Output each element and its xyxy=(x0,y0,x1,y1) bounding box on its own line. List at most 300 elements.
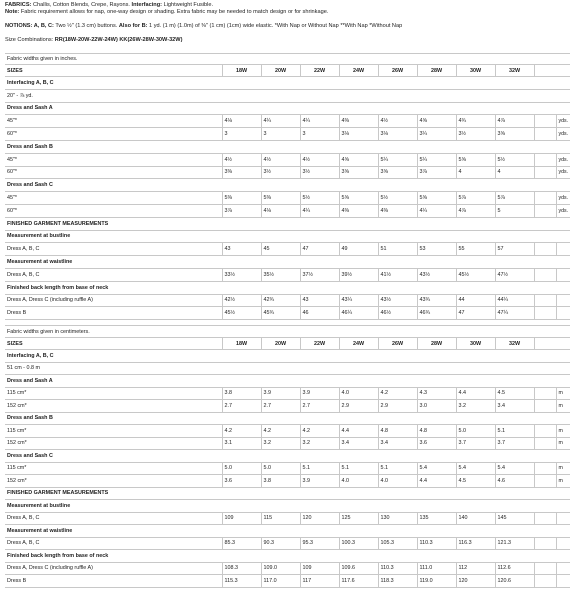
value-cell: 3.8 xyxy=(222,387,261,400)
unit-cell: yds. xyxy=(556,166,570,179)
value-cell: 4⅛ xyxy=(261,204,300,217)
row-label: 115 cm* xyxy=(5,462,222,475)
section-label: Interfacing A, B, C xyxy=(5,77,570,90)
value-cell: 4⅜ xyxy=(339,115,378,128)
value-cell: 3.4 xyxy=(495,400,534,413)
imperial-data-row xyxy=(5,115,570,128)
value-cell: 111.0 xyxy=(417,562,456,575)
value-cell: 120 xyxy=(456,575,495,588)
section-label: Measurement at waistline xyxy=(5,256,570,269)
metric-data-row xyxy=(5,437,570,450)
section-label: FINISHED GARMENT MEASUREMENTS xyxy=(5,217,570,230)
value-cell: 90.3 xyxy=(261,537,300,550)
value-cell: 117 xyxy=(300,575,339,588)
combos-label: Size Combinations: xyxy=(5,37,55,43)
spacer-cell xyxy=(534,512,556,525)
value-cell: 47¼ xyxy=(495,307,534,320)
value-cell: 4.0 xyxy=(339,387,378,400)
value-cell: 5½ xyxy=(378,192,417,205)
value-cell: 5¼ xyxy=(417,153,456,166)
unit-cell: m xyxy=(556,475,570,488)
section-label: Measurement at bustline xyxy=(5,500,570,513)
value-cell: 4¼ xyxy=(417,204,456,217)
plain-label: 51 cm - 0.8 m xyxy=(5,362,570,375)
value-cell: 3.7 xyxy=(456,437,495,450)
value-cell: 44 xyxy=(456,294,495,307)
metric-size-header: 18W xyxy=(222,338,261,350)
value-cell: 4 xyxy=(456,166,495,179)
section-label: Interfacing A, B, C xyxy=(5,350,570,363)
value-cell: 5⅝ xyxy=(339,192,378,205)
also-label: Also for B: xyxy=(118,23,148,29)
value-cell: 3.1 xyxy=(222,437,261,450)
value-cell: 4.4 xyxy=(456,387,495,400)
value-cell: 115 xyxy=(261,512,300,525)
imperial-data-row xyxy=(5,307,570,320)
row-label: 45"* xyxy=(5,153,222,166)
value-cell: 4⅜ xyxy=(378,204,417,217)
value-cell: 46¼ xyxy=(339,307,378,320)
section-label: Finished back length from base of neck xyxy=(5,550,570,563)
value-cell: 112 xyxy=(456,562,495,575)
imperial-data-row xyxy=(5,294,570,307)
metric-yardage-table xyxy=(5,325,570,588)
value-cell: 55 xyxy=(456,243,495,256)
spacer-cell xyxy=(534,294,556,307)
row-label: 152 cm* xyxy=(5,400,222,413)
fabric-info-header xyxy=(5,2,565,44)
metric-sizes-spacer xyxy=(534,338,556,350)
value-cell: 53 xyxy=(417,243,456,256)
imperial-section-header xyxy=(5,230,570,243)
value-cell: 135 xyxy=(417,512,456,525)
imperial-section-header xyxy=(5,256,570,269)
value-cell: 3.6 xyxy=(417,437,456,450)
spacer-cell xyxy=(534,115,556,128)
imperial-sizes-header-row xyxy=(5,65,570,77)
spacer-cell xyxy=(534,387,556,400)
unit-cell: yds. xyxy=(556,192,570,205)
value-cell: 3.4 xyxy=(339,437,378,450)
imperial-data-row xyxy=(5,204,570,217)
value-cell: 43½ xyxy=(378,294,417,307)
section-label: Dress and Sash C xyxy=(5,179,570,192)
value-cell: 37½ xyxy=(300,268,339,281)
value-cell: 4⅞ xyxy=(456,204,495,217)
unit-cell: m xyxy=(556,462,570,475)
imperial-data-row xyxy=(5,128,570,141)
value-cell: 2.7 xyxy=(300,400,339,413)
spacer-cell xyxy=(534,128,556,141)
spacer-cell xyxy=(534,166,556,179)
value-cell: 5.4 xyxy=(417,462,456,475)
value-cell: 5.1 xyxy=(339,462,378,475)
unit-cell: m xyxy=(556,400,570,413)
unit-cell: yds. xyxy=(556,153,570,166)
value-cell: 4.2 xyxy=(261,425,300,438)
unit-cell xyxy=(556,307,570,320)
value-cell: 2.7 xyxy=(261,400,300,413)
value-cell: 4⅛ xyxy=(222,115,261,128)
imperial-size-header: 32W xyxy=(495,65,534,77)
value-cell: 4.5 xyxy=(456,475,495,488)
unit-cell: yds. xyxy=(556,115,570,128)
row-label: Dress A, Dress C (including ruffle A) xyxy=(5,562,222,575)
value-cell: 5½ xyxy=(495,153,534,166)
imperial-plain-row xyxy=(5,89,570,102)
metric-data-row xyxy=(5,400,570,413)
imperial-data-row xyxy=(5,192,570,205)
notions-line xyxy=(5,23,565,30)
metric-section-header xyxy=(5,375,570,388)
value-cell: 120 xyxy=(300,512,339,525)
value-cell: 145 xyxy=(495,512,534,525)
value-cell: 5.1 xyxy=(495,425,534,438)
value-cell: 3⅝ xyxy=(378,166,417,179)
value-cell: 4½ xyxy=(378,115,417,128)
value-cell: 3⅜ xyxy=(222,166,261,179)
value-cell: 33½ xyxy=(222,268,261,281)
value-cell: 110.3 xyxy=(378,562,417,575)
value-cell: 108.3 xyxy=(222,562,261,575)
value-cell: 44¼ xyxy=(495,294,534,307)
row-label: 60"* xyxy=(5,128,222,141)
value-cell: 2.9 xyxy=(378,400,417,413)
imperial-note-row xyxy=(5,54,570,65)
metric-data-row xyxy=(5,387,570,400)
section-label: Dress and Sash B xyxy=(5,140,570,153)
value-cell: 51 xyxy=(378,243,417,256)
unit-cell xyxy=(556,562,570,575)
value-cell: 110.3 xyxy=(417,537,456,550)
value-cell: 4¼ xyxy=(300,115,339,128)
plain-label: 20" - ⅞ yd. xyxy=(5,89,570,102)
value-cell: 3 xyxy=(261,128,300,141)
unit-cell: m xyxy=(556,437,570,450)
value-cell: 45½ xyxy=(222,307,261,320)
value-cell: 3.6 xyxy=(222,475,261,488)
notions-text: Two ½" (1.3 cm) buttons. xyxy=(53,23,119,29)
metric-data-row xyxy=(5,512,570,525)
value-cell: 4¼ xyxy=(261,115,300,128)
also-text: 1 yd. (1 m) (1.0m) of ⅜" (1 cm) (1cm) wide elastic. *With Nap or Without Nap **With Nap *Without Nap xyxy=(147,23,403,29)
value-cell: 117.6 xyxy=(339,575,378,588)
value-cell: 46½ xyxy=(378,307,417,320)
value-cell: 3.7 xyxy=(495,437,534,450)
metric-sizes-label: SIZES xyxy=(5,338,222,350)
imperial-sizes-label: SIZES xyxy=(5,65,222,77)
value-cell: 5¼ xyxy=(378,153,417,166)
value-cell: 3.2 xyxy=(456,400,495,413)
notions-label: NOTIONS: A, B, C: xyxy=(5,23,54,29)
spacer-cell xyxy=(534,153,556,166)
metric-data-row xyxy=(5,462,570,475)
value-cell: 5.0 xyxy=(456,425,495,438)
section-label: FINISHED GARMENT MEASUREMENTS xyxy=(5,487,570,500)
value-cell: 3⅝ xyxy=(339,166,378,179)
value-cell: 43 xyxy=(300,294,339,307)
row-label: 115 cm* xyxy=(5,425,222,438)
row-label: 60"* xyxy=(5,204,222,217)
note-text: Fabric requirement allows for nap, one-way design or shading. Extra fabric may be needed to match design or for shrinkage. xyxy=(19,9,329,15)
value-cell: 4⅝ xyxy=(339,153,378,166)
row-label: 115 cm* xyxy=(5,387,222,400)
imperial-data-row xyxy=(5,268,570,281)
unit-cell: m xyxy=(556,425,570,438)
spacer-cell xyxy=(534,268,556,281)
metric-section-header xyxy=(5,525,570,538)
value-cell: 4.0 xyxy=(339,475,378,488)
value-cell: 35½ xyxy=(261,268,300,281)
value-cell: 46 xyxy=(300,307,339,320)
imperial-size-header: 28W xyxy=(417,65,456,77)
value-cell: 4½ xyxy=(300,153,339,166)
imperial-section-header xyxy=(5,77,570,90)
value-cell: 120.6 xyxy=(495,575,534,588)
imperial-section-header xyxy=(5,281,570,294)
imperial-size-header: 30W xyxy=(456,65,495,77)
value-cell: 85.3 xyxy=(222,537,261,550)
value-cell: 3⅛ xyxy=(339,128,378,141)
metric-size-header: 22W xyxy=(300,338,339,350)
imperial-size-header: 18W xyxy=(222,65,261,77)
value-cell: 5.4 xyxy=(456,462,495,475)
spacer-cell xyxy=(534,307,556,320)
value-cell: 4.5 xyxy=(495,387,534,400)
value-cell: 3⅝ xyxy=(495,128,534,141)
value-cell: 45¾ xyxy=(261,307,300,320)
value-cell: 5.0 xyxy=(261,462,300,475)
value-cell: 45 xyxy=(261,243,300,256)
metric-data-row xyxy=(5,537,570,550)
value-cell: 43½ xyxy=(417,268,456,281)
value-cell: 43¼ xyxy=(339,294,378,307)
value-cell: 4½ xyxy=(222,153,261,166)
section-label: Dress and Sash C xyxy=(5,450,570,463)
value-cell: 130 xyxy=(378,512,417,525)
row-label: Dress A, Dress C (including ruffle A) xyxy=(5,294,222,307)
value-cell: 4.4 xyxy=(339,425,378,438)
section-label: Dress and Sash A xyxy=(5,375,570,388)
value-cell: 39½ xyxy=(339,268,378,281)
imperial-section-header xyxy=(5,217,570,230)
spacer-cell xyxy=(534,192,556,205)
imperial-section-header xyxy=(5,140,570,153)
value-cell: 4.8 xyxy=(417,425,456,438)
value-cell: 109 xyxy=(300,562,339,575)
row-label: 45"* xyxy=(5,115,222,128)
imperial-section-header xyxy=(5,102,570,115)
section-label: Measurement at bustline xyxy=(5,230,570,243)
unit-cell xyxy=(556,268,570,281)
value-cell: 3 xyxy=(222,128,261,141)
spacer-cell xyxy=(534,437,556,450)
metric-size-header: 28W xyxy=(417,338,456,350)
row-label: Dress A, B, C xyxy=(5,268,222,281)
value-cell: 3½ xyxy=(456,128,495,141)
metric-sizes-end xyxy=(556,338,570,350)
row-label: 152 cm* xyxy=(5,437,222,450)
metric-section-header xyxy=(5,487,570,500)
value-cell: 109.0 xyxy=(261,562,300,575)
metric-size-header: 30W xyxy=(456,338,495,350)
spacer-cell xyxy=(534,475,556,488)
row-label: 60"* xyxy=(5,166,222,179)
value-cell: 3 xyxy=(300,128,339,141)
imperial-size-header: 20W xyxy=(261,65,300,77)
value-cell: 4¾ xyxy=(456,115,495,128)
value-cell: 125 xyxy=(339,512,378,525)
imperial-size-header: 24W xyxy=(339,65,378,77)
value-cell: 5.0 xyxy=(222,462,261,475)
value-cell: 140 xyxy=(456,512,495,525)
metric-note-row xyxy=(5,326,570,338)
value-cell: 3⅛ xyxy=(378,128,417,141)
value-cell: 115.3 xyxy=(222,575,261,588)
row-label: Dress A, B, C xyxy=(5,537,222,550)
value-cell: 4.2 xyxy=(378,387,417,400)
imperial-sizes-end xyxy=(556,65,570,77)
value-cell: 3⅞ xyxy=(222,204,261,217)
spacer-cell xyxy=(534,462,556,475)
metric-section-header xyxy=(5,450,570,463)
value-cell: 4⅞ xyxy=(495,115,534,128)
interfacing-label: Interfacing: xyxy=(131,2,163,8)
value-cell: 45½ xyxy=(456,268,495,281)
metric-size-header: 32W xyxy=(495,338,534,350)
imperial-data-row xyxy=(5,153,570,166)
metric-data-row xyxy=(5,562,570,575)
value-cell: 5⅜ xyxy=(261,192,300,205)
spacer-cell xyxy=(534,425,556,438)
unit-cell: yds. xyxy=(556,128,570,141)
imperial-data-row xyxy=(5,243,570,256)
value-cell: 3¼ xyxy=(417,128,456,141)
combos-text: RR(18W-20W-22W-24W) KK(26W-28W-30W-32W) xyxy=(54,37,183,43)
imperial-size-header: 22W xyxy=(300,65,339,77)
unit-cell xyxy=(556,537,570,550)
value-cell: 3.8 xyxy=(261,475,300,488)
metric-section-header xyxy=(5,550,570,563)
value-cell: 2.7 xyxy=(222,400,261,413)
value-cell: 119.0 xyxy=(417,575,456,588)
value-cell: 46¾ xyxy=(417,307,456,320)
metric-data-row xyxy=(5,425,570,438)
value-cell: 100.3 xyxy=(339,537,378,550)
spacer-cell xyxy=(534,204,556,217)
spacer-cell xyxy=(534,562,556,575)
value-cell: 3.9 xyxy=(300,475,339,488)
spacer-cell xyxy=(534,575,556,588)
row-label: 152 cm* xyxy=(5,475,222,488)
spacer-cell xyxy=(534,537,556,550)
value-cell: 42¾ xyxy=(261,294,300,307)
unit-cell: m xyxy=(556,387,570,400)
value-cell: 4.3 xyxy=(417,387,456,400)
value-cell: 4⅜ xyxy=(339,204,378,217)
row-label: Dress A, B, C xyxy=(5,512,222,525)
value-cell: 43¾ xyxy=(417,294,456,307)
metric-sizes-header-row xyxy=(5,338,570,350)
value-cell: 121.3 xyxy=(495,537,534,550)
value-cell: 118.3 xyxy=(378,575,417,588)
value-cell: 3½ xyxy=(261,166,300,179)
imperial-sizes-spacer xyxy=(534,65,556,77)
imperial-data-row xyxy=(5,166,570,179)
value-cell: 5⅝ xyxy=(456,153,495,166)
value-cell: 47½ xyxy=(495,268,534,281)
metric-size-header: 24W xyxy=(339,338,378,350)
value-cell: 47 xyxy=(300,243,339,256)
value-cell: 95.3 xyxy=(300,537,339,550)
value-cell: 2.9 xyxy=(339,400,378,413)
value-cell: 4.2 xyxy=(300,425,339,438)
value-cell: 4.2 xyxy=(222,425,261,438)
imperial-size-header: 26W xyxy=(378,65,417,77)
unit-cell: yds. xyxy=(556,204,570,217)
value-cell: 3.9 xyxy=(300,387,339,400)
value-cell: 112.6 xyxy=(495,562,534,575)
value-cell: 5⅞ xyxy=(495,192,534,205)
interfacing-text: Lightweight Fusible. xyxy=(162,2,214,8)
size-combinations-line xyxy=(5,37,565,44)
row-label: Dress B xyxy=(5,307,222,320)
value-cell: 5½ xyxy=(300,192,339,205)
value-cell: 43 xyxy=(222,243,261,256)
value-cell: 3⅞ xyxy=(417,166,456,179)
row-label: Dress A, B, C xyxy=(5,243,222,256)
spacer-cell xyxy=(534,243,556,256)
unit-cell xyxy=(556,243,570,256)
value-cell: 4⅝ xyxy=(417,115,456,128)
value-cell: 41½ xyxy=(378,268,417,281)
row-label: Dress B xyxy=(5,575,222,588)
value-cell: 3.9 xyxy=(261,387,300,400)
unit-cell xyxy=(556,575,570,588)
row-label: 45"* xyxy=(5,192,222,205)
value-cell: 117.0 xyxy=(261,575,300,588)
metric-section-header xyxy=(5,412,570,425)
value-cell: 5.4 xyxy=(495,462,534,475)
section-label: Dress and Sash B xyxy=(5,412,570,425)
section-label: Measurement at waistline xyxy=(5,525,570,538)
imperial-section-header xyxy=(5,179,570,192)
fabrics-text: Challis, Cotton Blends, Crepe, Rayons. xyxy=(31,2,132,8)
value-cell: 109 xyxy=(222,512,261,525)
value-cell: 3.0 xyxy=(417,400,456,413)
value-cell: 5⅝ xyxy=(417,192,456,205)
section-label: Dress and Sash A xyxy=(5,102,570,115)
metric-section-header xyxy=(5,350,570,363)
spacer-cell xyxy=(534,400,556,413)
value-cell: 3.4 xyxy=(378,437,417,450)
value-cell: 5⅞ xyxy=(456,192,495,205)
value-cell: 5.1 xyxy=(300,462,339,475)
metric-fabric-widths-note: Fabric widths given in centimeters. xyxy=(5,326,570,338)
fabrics-label: FABRICS: xyxy=(5,2,32,8)
metric-size-header: 26W xyxy=(378,338,417,350)
value-cell: 3.2 xyxy=(300,437,339,450)
value-cell: 4½ xyxy=(261,153,300,166)
value-cell: 4.0 xyxy=(378,475,417,488)
metric-size-header: 20W xyxy=(261,338,300,350)
value-cell: 5.1 xyxy=(378,462,417,475)
note-label: Note: xyxy=(5,9,20,15)
value-cell: 5⅜ xyxy=(222,192,261,205)
value-cell: 116.3 xyxy=(456,537,495,550)
metric-data-row xyxy=(5,575,570,588)
value-cell: 49 xyxy=(339,243,378,256)
